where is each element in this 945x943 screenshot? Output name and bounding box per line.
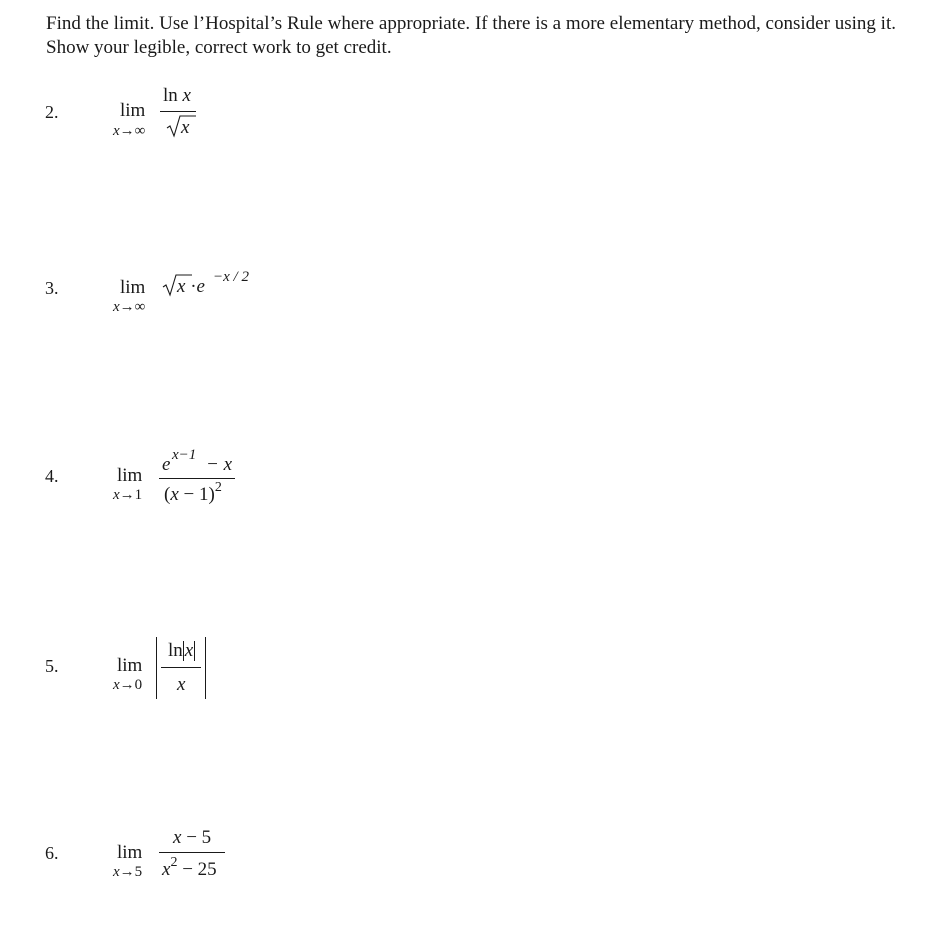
fraction-numerator: ln x (168, 640, 194, 661)
limit-subscript: x→1 (113, 487, 143, 503)
fraction-numerator: ln x (163, 85, 191, 106)
limit-subscript: x→∞ (113, 299, 146, 315)
absolute-value-bar-right (205, 637, 206, 699)
limit-operator: lim (120, 277, 146, 298)
fraction-bar (161, 667, 201, 668)
fraction-numerator: x − 5 (173, 827, 212, 848)
problem-3 (0, 258, 945, 338)
problem-4 (0, 445, 945, 525)
fraction-denominator: x (177, 674, 186, 695)
instructions-text: Find the limit. Use l’Hospital’s Rule where appropriate. If there is a more elementary method, consider using it. Show your legible, correct work to get credit. (46, 13, 896, 58)
problem-number: 6. (45, 843, 59, 863)
limit-subscript: x→0 (113, 677, 143, 693)
fraction-denominator: $x^2 - 25$ (162, 855, 217, 880)
numerator-tail: − x (206, 454, 233, 475)
problem-number: 2. (45, 102, 59, 122)
problem-number: 3. (45, 278, 59, 298)
exponent: −x / 2 (213, 269, 249, 285)
radical-expression: x ·e (177, 276, 205, 297)
limit-operator: lim (117, 465, 143, 486)
exponent: x−1 (172, 447, 197, 463)
fraction-denominator: x (181, 117, 190, 138)
limit-operator: lim (120, 100, 146, 121)
limit-operator: lim (117, 842, 143, 863)
fraction-denominator: $(x - 1)^2$ (164, 480, 222, 505)
problem-6 (0, 823, 945, 903)
problem-number: 5. (45, 656, 59, 676)
problem-number: 4. (45, 466, 59, 486)
limit-operator: lim (117, 655, 143, 676)
problem-2 (0, 80, 945, 160)
fraction-bar (159, 478, 235, 479)
fraction-bar (160, 111, 196, 112)
absolute-value-bar-left (156, 637, 157, 699)
limit-subscript: x→∞ (113, 123, 146, 139)
problem-5 (0, 634, 945, 714)
fraction-bar (159, 852, 225, 853)
fraction-numerator: e (162, 454, 171, 475)
limit-subscript: x→5 (113, 864, 143, 880)
